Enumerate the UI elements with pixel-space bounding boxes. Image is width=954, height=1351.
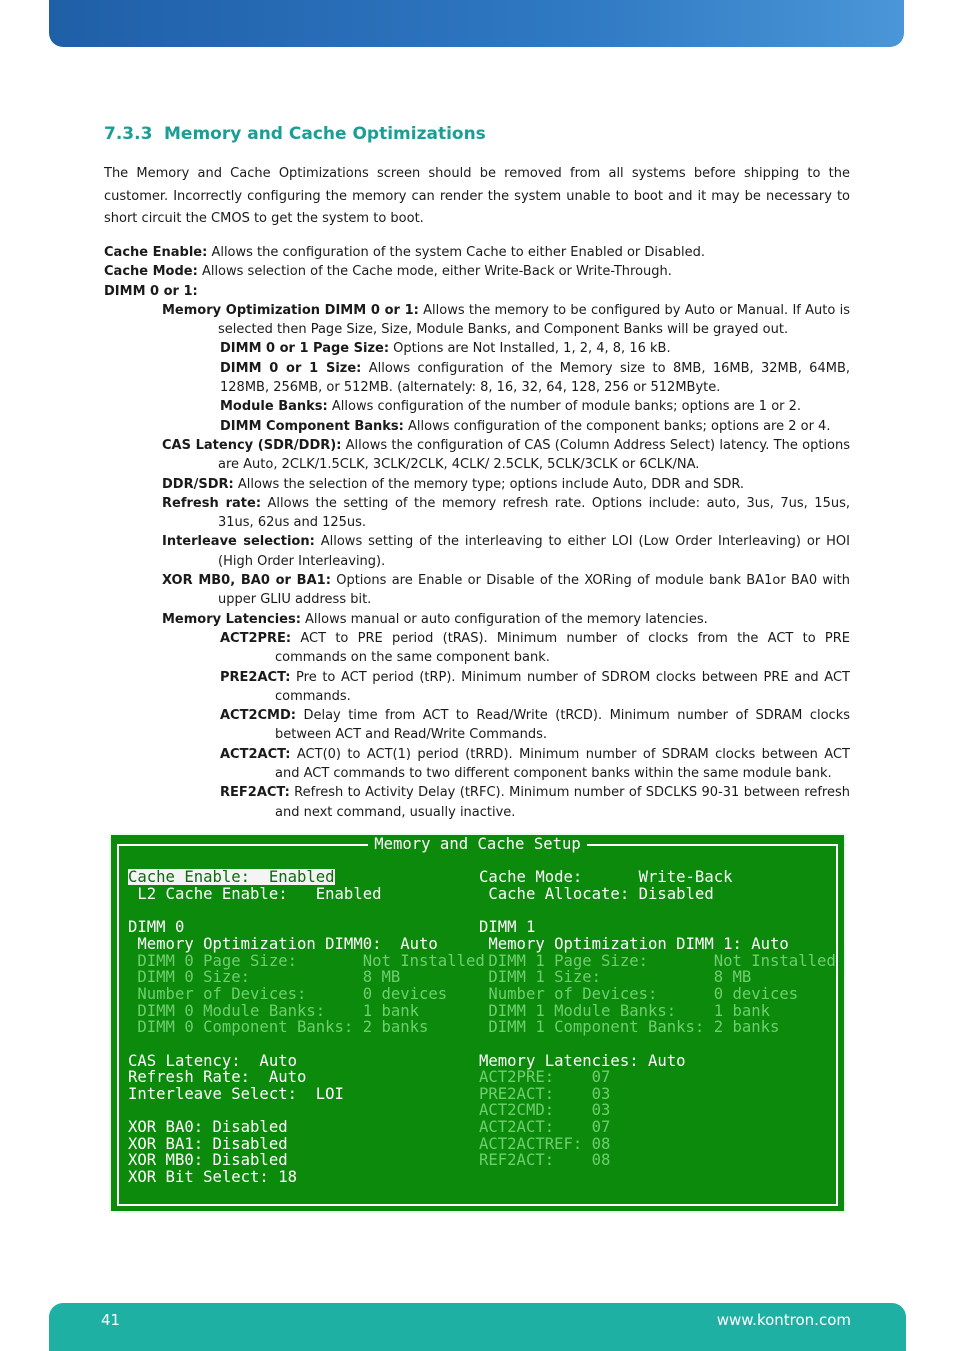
def-memory-latencies: Memory Latencies: Allows manual or auto configuration of the memory latencies. <box>162 611 708 627</box>
bios-act2act: ACT2ACT: 07 <box>479 1118 611 1136</box>
bios-refresh-rate-field[interactable]: Refresh Rate: Auto <box>128 1068 307 1086</box>
definition-list <box>104 243 850 822</box>
def-act2cmd: ACT2CMD: Delay time from ACT to Read/Write (tRCD). Minimum number of SDRAM clocks between ACT and Read/Write Commands. <box>220 708 850 743</box>
bios-pre2act: PRE2ACT: 03 <box>479 1085 611 1103</box>
bios-cache-allocate-field[interactable]: Cache Allocate: Disabled <box>479 885 714 903</box>
def-dimm: DIMM 0 or 1: <box>104 283 198 299</box>
bios-xor-bit-select-field[interactable]: XOR Bit Select: 18 <box>128 1168 297 1186</box>
def-memory-optimization: Memory Optimization DIMM 0 or 1: Allows the memory to be configured by Auto or Manual. If Auto is selected then Page Size, Size, Module Banks, and Component Banks will be grayed out. <box>162 302 850 338</box>
bios-xor-ba0-field[interactable]: XOR BA0: Disabled <box>128 1118 288 1136</box>
bios-setup-screen <box>109 833 846 1213</box>
bios-dimm1-module-banks: DIMM 1 Module Banks: 1 bank <box>479 1002 771 1020</box>
bios-dimm1-component-banks: DIMM 1 Component Banks: 2 banks <box>479 1018 780 1036</box>
bios-dimm0-module-banks: DIMM 0 Module Banks: 1 bank <box>128 1002 420 1020</box>
def-act2act: ACT2ACT: ACT(0) to ACT(1) period (tRRD). Minimum number of SDRAM clocks between ACT and ACT commands to two different component banks within the same module bank. <box>220 746 850 782</box>
bios-dimm0-size: DIMM 0 Size: 8 MB <box>128 968 401 986</box>
bios-title: Memory and Cache Setup <box>111 835 844 853</box>
def-component-banks: DIMM Component Banks: Allows configuration of the component banks; options are 2 or 4. <box>220 418 831 434</box>
bios-dimm0-devices: Number of Devices: 0 devices <box>128 985 448 1003</box>
bios-act2actref: ACT2ACTREF: 08 <box>479 1135 611 1153</box>
bios-xor-ba1-field[interactable]: XOR BA1: Disabled <box>128 1135 288 1153</box>
footer-bar <box>49 1303 906 1351</box>
bios-cache-enable-field[interactable]: Cache Enable: Enabled <box>128 868 335 886</box>
bios-dimm0-mem-opt-field[interactable]: Memory Optimization DIMM0: Auto <box>128 935 438 953</box>
bios-dimm1-page-size: DIMM 1 Page Size: Not Installed <box>479 952 836 970</box>
def-pre2act: PRE2ACT: Pre to ACT period (tRP). Minimum number of SDROM clocks between PRE and ACT commands. <box>220 669 850 704</box>
bios-act2pre: ACT2PRE: 07 <box>479 1068 611 1086</box>
bios-xor-mb0-field[interactable]: XOR MB0: Disabled <box>128 1151 288 1169</box>
bios-dimm0-heading: DIMM 0 <box>128 918 185 936</box>
bios-dimm1-devices: Number of Devices: 0 devices <box>479 985 799 1003</box>
bios-cas-latency-field[interactable]: CAS Latency: Auto <box>128 1052 297 1070</box>
bios-act2cmd: ACT2CMD: 03 <box>479 1101 611 1119</box>
def-dimm-size: DIMM 0 or 1 Size: Allows configuration of the Memory size to 8MB, 16MB, 32MB, 64MB, 128MB, 256MB, or 512MB. (alternately: 8, 16, 32, 64, 128, 256 or 512MByte. <box>220 360 850 396</box>
def-act2pre: ACT2PRE: ACT to PRE period (tRAS). Minimum number of clocks from the ACT to PRE commands on the same component bank. <box>220 630 850 666</box>
def-cache-enable: Cache Enable: Allows the configuration of the system Cache to either Enabled or Disabled. <box>104 245 706 260</box>
bios-memory-latencies-field[interactable]: Memory Latencies: Auto <box>479 1052 686 1070</box>
bios-interleave-field[interactable]: Interleave Select: LOI <box>128 1085 344 1103</box>
def-interleave: Interleave selection: Allows setting of the interleaving to either LOI (Low Order Interleaving) or HOI (High Order Interleaving). <box>162 534 850 569</box>
bios-l2-cache-field[interactable]: L2 Cache Enable: Enabled <box>128 885 382 903</box>
def-page-size: DIMM 0 or 1 Page Size: Options are Not Installed, 1, 2, 4, 8, 16 kB. <box>220 341 671 357</box>
intro-paragraph: The Memory and Cache Optimizations screen should be removed from all systems before shipping to the customer. Incorrectly configuring the memory can render the system unable to boot and it may be necessary to short circuit the CMOS to get the system to boot. <box>104 166 850 226</box>
def-ref2act: REF2ACT: Refresh to Activity Delay (tRFC). Minimum number of SDCLKS 90-31 between refresh and next command, usually inactive. <box>220 785 850 820</box>
bios-ref2act: REF2ACT: 08 <box>479 1151 611 1169</box>
bios-dimm1-heading: DIMM 1 <box>479 918 536 936</box>
footer-url-link[interactable]: www.kontron.com <box>716 1311 851 1329</box>
page-number: 41 <box>101 1311 121 1329</box>
bios-dimm1-mem-opt-field[interactable]: Memory Optimization DIMM 1: Auto <box>479 935 789 953</box>
section-title: Memory and Cache Optimizations <box>164 124 486 144</box>
bios-cache-mode-field[interactable]: Cache Mode: Write-Back <box>479 868 733 886</box>
header-bar <box>49 0 904 47</box>
section-number: 7.3.3 <box>104 124 153 144</box>
def-cas-latency: CAS Latency (SDR/DDR): Allows the configuration of CAS (Column Address Select) latency. The options are Auto, 2CLK/1.5CLK, 3CLK/2CLK, 4CLK/ 2.5CLK, 5CLK/3CLK or 6CLK/NA. <box>162 437 850 473</box>
def-module-banks: Module Banks: Allows configuration of the number of module banks; options are 1 or 2. <box>220 399 802 415</box>
def-ddr-sdr: DDR/SDR: Allows the selection of the memory type; options include Auto, DDR and SDR. <box>162 476 745 492</box>
bios-dimm1-size: DIMM 1 Size: 8 MB <box>479 968 752 986</box>
bios-dimm0-component-banks: DIMM 0 Component Banks: 2 banks <box>128 1018 429 1036</box>
def-refresh-rate: Refresh rate: Allows the setting of the memory refresh rate. Options include: auto, 3us, 7us, 15us, 31us, 62us and 125us. <box>162 495 850 531</box>
def-cache-mode: Cache Mode: Allows selection of the Cache mode, either Write-Back or Write-Through. <box>104 264 672 280</box>
def-xor: XOR MB0, BA0 or BA1: Options are Enable or Disable of the XORing of module bank BA1or BA0 with upper GLIU address bit. <box>162 573 850 608</box>
section-heading <box>104 124 486 144</box>
bios-dimm0-page-size: DIMM 0 Page Size: Not Installed <box>128 952 485 970</box>
